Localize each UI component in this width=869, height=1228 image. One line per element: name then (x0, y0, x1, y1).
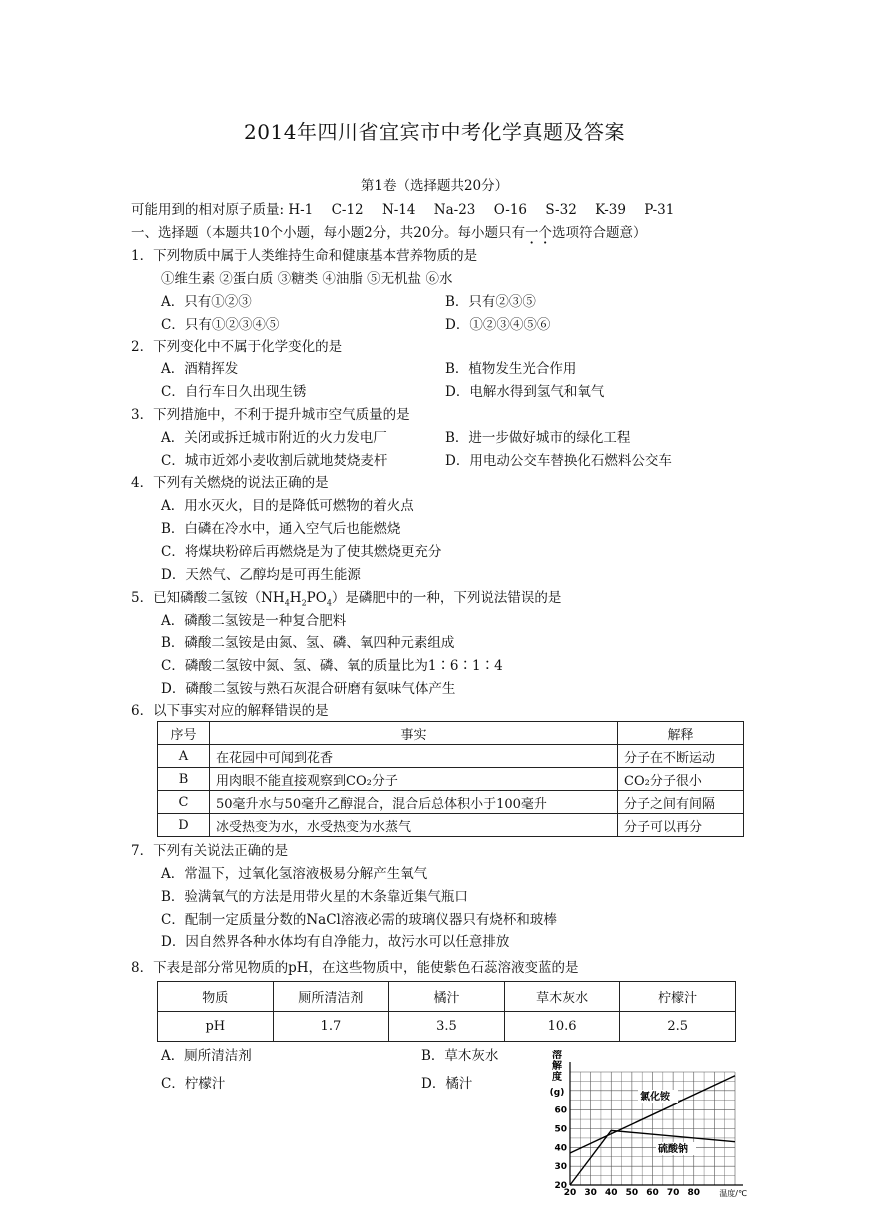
q6-cell: A (158, 745, 210, 768)
q4-option-a: A．用水灭火，目的是降低可燃物的着火点 (161, 498, 414, 514)
y-axis-label: 溶 (552, 1050, 562, 1061)
table-row (158, 982, 736, 1012)
table-row (158, 791, 744, 814)
q7-option-c: C．配制一定质量分数的NaCl溶液必需的玻璃仪器只有烧杯和玻棒 (161, 912, 557, 928)
x-tick-label: 20 (563, 1188, 577, 1198)
q8-cell: 3.5 (389, 1012, 505, 1042)
q8-cell: pH (158, 1012, 274, 1042)
q1-option-a: A．只有①②③ (161, 294, 252, 310)
q6-header-fact: 事实 (210, 722, 618, 745)
q7-stem: 7．下列有关说法正确的是 (131, 843, 289, 859)
q5-option-d: D．磷酸二氢铵与熟石灰混合研磨有氨味气体产生 (161, 681, 456, 697)
q5-stem: 5．已知磷酸二氢铵$(NH_4H_2PO_4)$是磷肥中的一种，下列说法错误的是 (131, 590, 562, 608)
q6-cell: C (158, 791, 210, 814)
q3-option-d: D．用电动公交车替换化石燃料公交车 (445, 453, 672, 469)
q8-cell: 1.7 (273, 1012, 389, 1042)
q6-cell: 分子可以再分 (618, 814, 744, 837)
q5-option-a: A．磷酸二氢铵是一种复合肥料 (161, 613, 347, 629)
q8-header: 草木灰水 (504, 982, 620, 1012)
q1-items: ①维生素 ②蛋白质 ③糖类 ④油脂 ⑤无机盐 ⑥水 (161, 271, 453, 287)
y-axis-label: 度 (552, 1072, 562, 1083)
q8-header: 柠檬汁 (620, 982, 736, 1012)
q6-header-explanation: 解释 (618, 722, 744, 745)
q1-option-b: B．只有②③⑤ (445, 294, 536, 310)
atomic-mass-na: Na-23 (433, 202, 476, 218)
volume-heading: 第1卷（选择题共20分） (360, 178, 509, 194)
q8-header: 物质 (158, 982, 274, 1012)
q8-option-b: B．草木灰水 (421, 1048, 499, 1064)
y-tick-label: 20 (554, 1181, 567, 1191)
graph-grid (570, 1072, 735, 1185)
q1-option-c: C．只有①②③④⑤ (161, 317, 280, 333)
y-axis-unit: (g) (549, 1088, 565, 1098)
q4-option-c: C．将煤块粉碎后再燃烧是为了使其燃烧更充分 (161, 544, 442, 560)
q3-option-b: B．进一步做好城市的绿化工程 (445, 430, 631, 446)
y-tick-label: 40 (554, 1143, 567, 1154)
x-tick-label: 70 (666, 1188, 680, 1198)
q6-cell: CO₂分子很小 (618, 768, 744, 791)
q6-cell: 分子之间有间隔 (618, 791, 744, 814)
q7-option-b: B．验满氧气的方法是用带火星的木条靠近集气瓶口 (161, 889, 468, 905)
q4-stem: 4．下列有关燃烧的说法正确的是 (131, 475, 329, 491)
q6-table (157, 721, 744, 837)
x-tick-label: 80 (687, 1188, 701, 1198)
x-tick-label: 60 (646, 1188, 659, 1198)
q2-option-d: D．电解水得到氢气和氧气 (445, 384, 605, 400)
q6-cell: 冰受热变为水，水受热变为水蒸气 (210, 814, 618, 837)
x-tick-label: 50 (625, 1188, 639, 1198)
q8-cell: 10.6 (504, 1012, 620, 1042)
q2-stem: 2．下列变化中不属于化学变化的是 (131, 339, 343, 355)
y-tick-label: 50 (554, 1124, 567, 1135)
x-axis-label: 温度/℃ (719, 1189, 747, 1198)
atomic-mass-c: C-12 (331, 202, 364, 218)
table-row (158, 768, 744, 791)
q4-option-b: B．白磷在冷水中，通入空气后也能燃烧 (161, 521, 401, 537)
q3-option-c: C．城市近郊小麦收割后就地焚烧麦杆 (161, 453, 388, 469)
q4-option-d: D．天然气、乙醇均是可再生能源 (161, 567, 361, 583)
atomic-mass-s: S-32 (545, 202, 577, 218)
series-label: 硫酸钠 (658, 1144, 688, 1155)
q5-option-c: C．磷酸二氢铵中氮、氢、磷、氧的质量比为1∶6∶1∶4 (161, 658, 503, 674)
atomic-mass-o: O-16 (493, 202, 528, 218)
atomic-mass-p: P-31 (644, 202, 675, 218)
series-label: 氯化铵 (640, 1092, 670, 1103)
q6-cell: 用肉眼不能直接观察到CO₂分子 (210, 768, 618, 791)
q1-stem: 1．下列物质中属于人类维持生命和健康基本营养物质的是 (131, 248, 478, 264)
q8-option-c: C．柠檬汁 (161, 1076, 226, 1092)
q8-option-a: A．厕所清洁剂 (161, 1048, 252, 1064)
q8-cell: 2.5 (620, 1012, 736, 1042)
x-tick-label: 40 (604, 1188, 618, 1198)
table-row (158, 1012, 736, 1042)
q8-header: 橘汁 (389, 982, 505, 1012)
q6-header-index: 序号 (158, 722, 210, 745)
q6-cell: 在花园中可闻到花香 (210, 745, 618, 768)
q8-stem: 8．下表是部分常见物质的pH，在这些物质中，能使紫色石蕊溶液变蓝的是 (131, 960, 579, 976)
table-row (158, 745, 744, 768)
page-title: 2014年四川省宜宾市中考化学真题及答案 (244, 120, 625, 144)
q5-option-b: B．磷酸二氢铵是由氮、氢、磷、氧四种元素组成 (161, 635, 455, 651)
q2-option-b: B．植物发生光合作用 (445, 361, 577, 377)
q7-option-d: D．因自然界各种水体均有自净能力，故污水可以任意排放 (161, 934, 510, 950)
x-tick-label: 30 (584, 1188, 597, 1198)
q8-header: 厕所清洁剂 (273, 982, 389, 1012)
y-tick-label: 60 (554, 1105, 567, 1116)
q2-option-a: A．酒精挥发 (161, 361, 239, 377)
q2-option-c: C．自行车日久出现生锈 (161, 384, 307, 400)
q6-table-header (158, 722, 744, 745)
q6-cell: B (158, 768, 210, 791)
q6-cell: D (158, 814, 210, 837)
y-tick-label: 30 (554, 1162, 567, 1173)
y-axis-label: 解 (552, 1061, 562, 1072)
q3-option-a: A．关闭或拆迁城市附近的火力发电厂 (161, 430, 387, 446)
q8-table (157, 981, 736, 1042)
q3-stem: 3．下列措施中，不利于提升城市空气质量的是 (131, 407, 410, 423)
q1-option-d: D．①②③④⑤⑥ (445, 317, 551, 333)
q6-stem: 6．以下事实对应的解释错误的是 (131, 703, 329, 719)
atomic-masses (131, 201, 674, 219)
table-row (158, 814, 744, 837)
q6-cell: 50毫升水与50毫升乙醇混合，混合后总体积小于100毫升 (210, 791, 618, 814)
q8-option-d: D．橘汁 (421, 1076, 473, 1092)
section-heading: 一、选择题（本题共10个小题，每小题2分，共20分。每小题只有一个选项符合题意） (131, 225, 647, 241)
atomic-mass-h: 可能用到的相对原子质量: H-1 (131, 202, 314, 218)
atomic-mass-n: N-14 (381, 202, 416, 218)
q7-option-a: A．常温下，过氧化氢溶液极易分解产生氧气 (161, 866, 428, 882)
atomic-mass-k: K-39 (595, 202, 626, 218)
graph-axes (570, 1062, 743, 1185)
q6-cell: 分子在不断运动 (618, 745, 744, 768)
solubility-graph (535, 1050, 750, 1210)
